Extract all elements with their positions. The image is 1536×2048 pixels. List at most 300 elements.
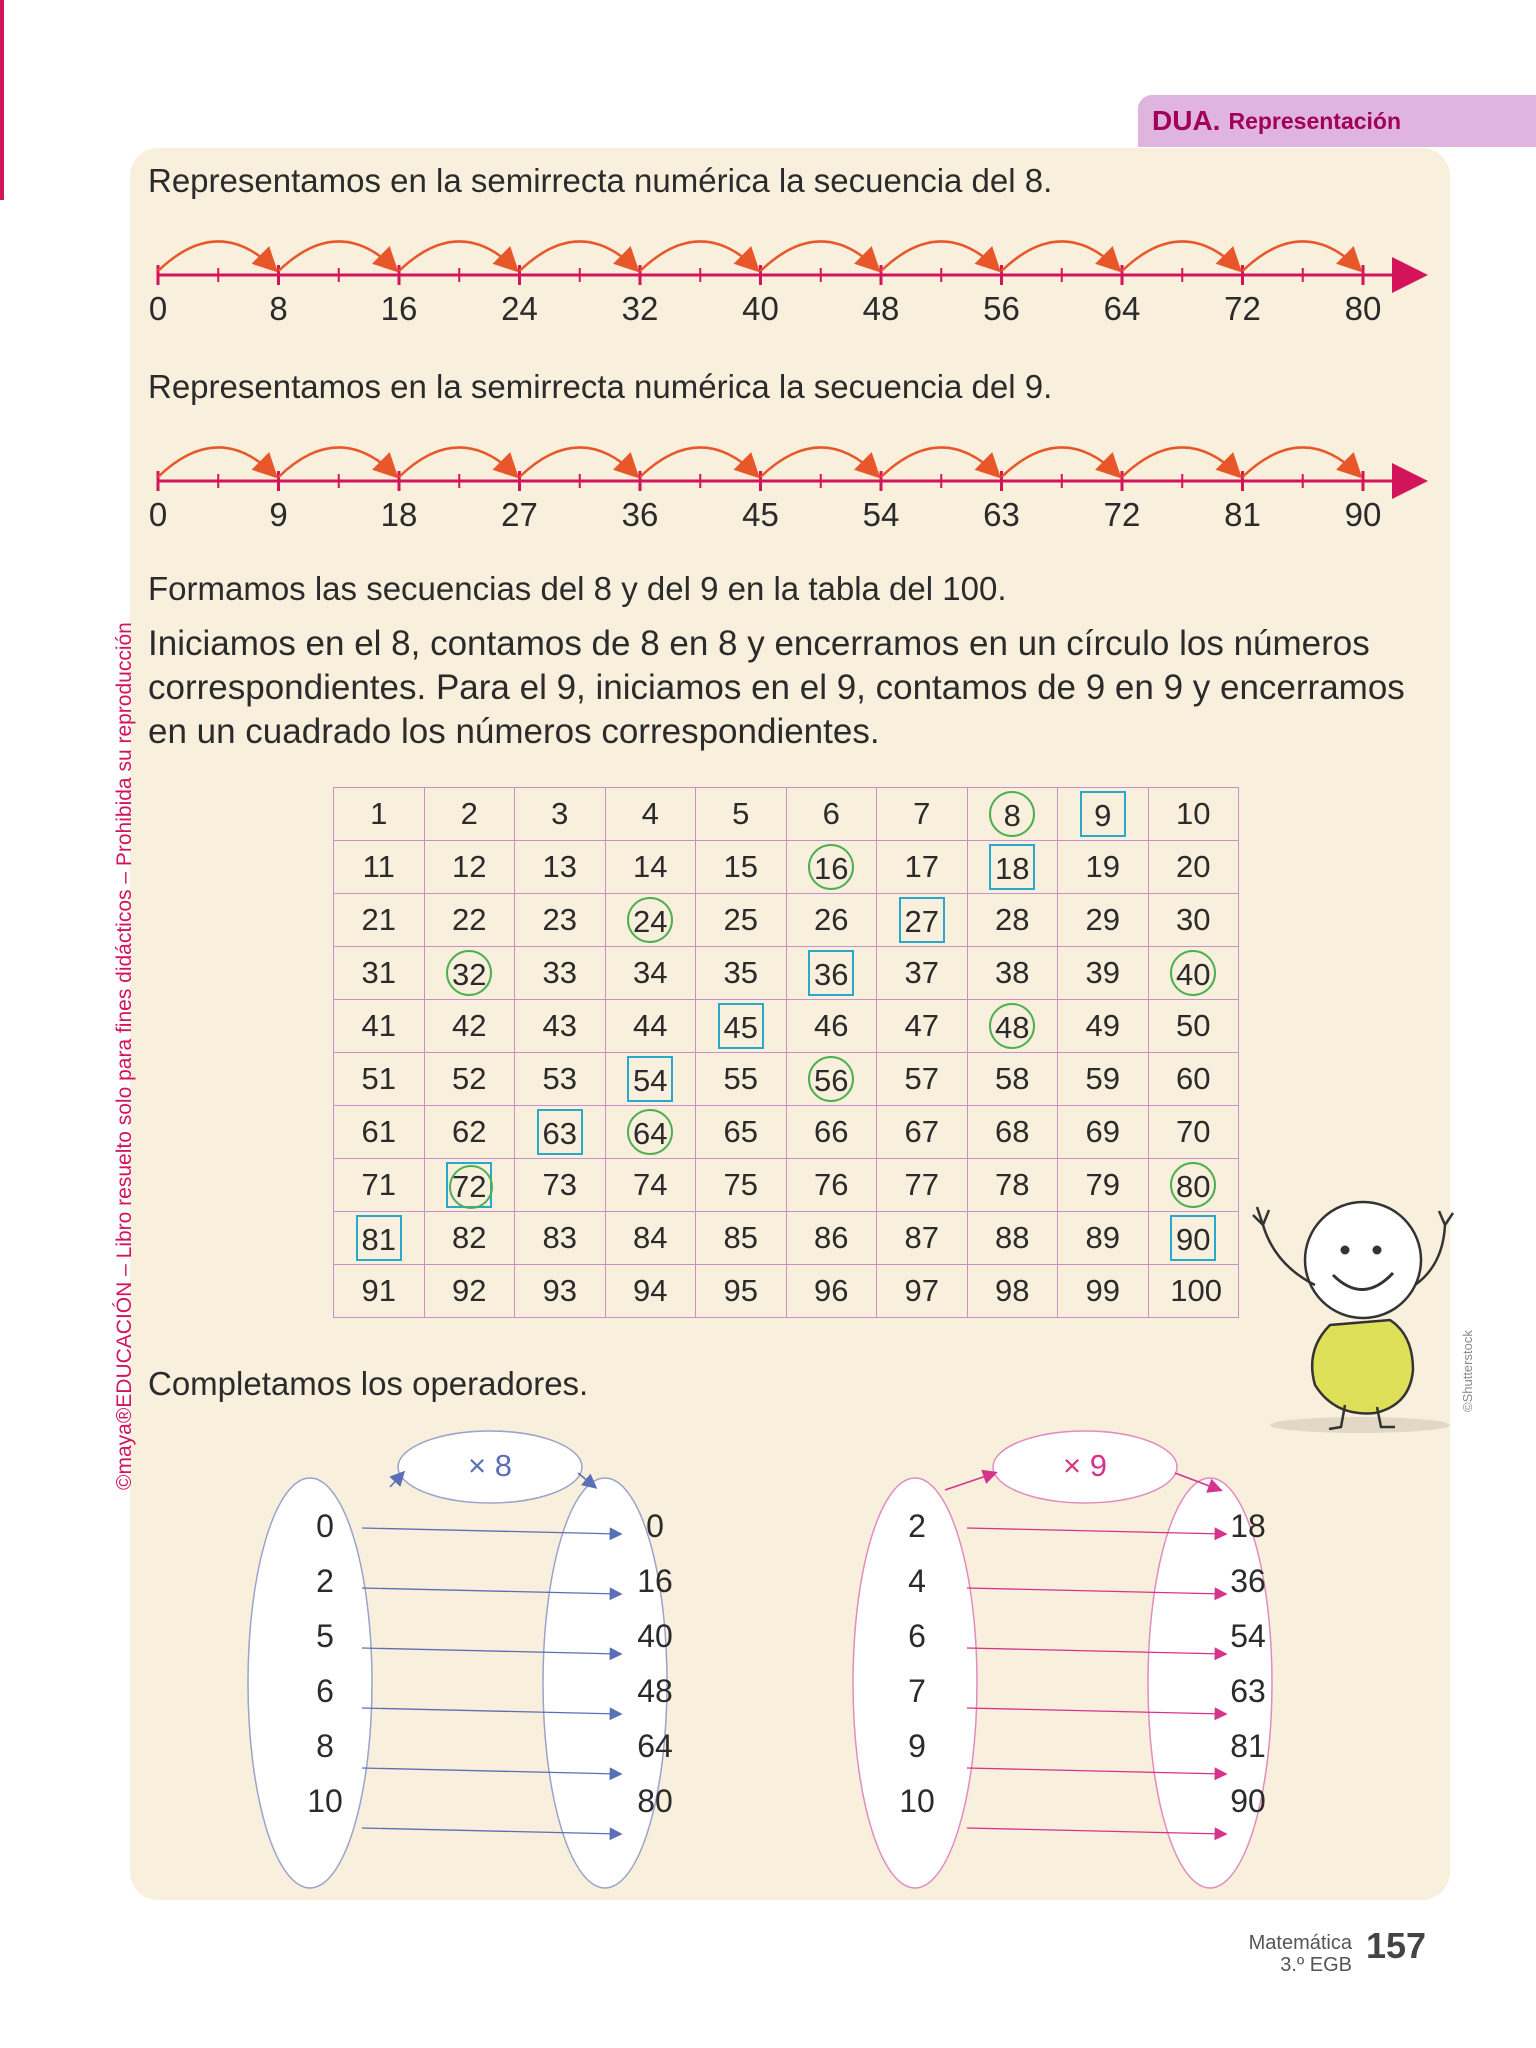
jump-arc <box>1122 241 1239 271</box>
number-label: 45 <box>742 496 779 531</box>
marked-number: 24 <box>627 897 673 943</box>
jump-arc <box>399 447 516 477</box>
table-cell <box>786 1212 877 1265</box>
table-cell <box>1148 788 1239 841</box>
number: 89 <box>1085 1220 1120 1255</box>
number: 79 <box>1085 1167 1120 1202</box>
number: 77 <box>904 1167 939 1202</box>
table-cell <box>967 788 1058 841</box>
table-cell <box>696 1212 787 1265</box>
number-label: 32 <box>621 290 659 325</box>
number: 73 <box>542 1167 577 1202</box>
number-label: 40 <box>742 290 779 325</box>
number: 52 <box>452 1061 487 1096</box>
operator-input: 2 <box>908 1508 926 1544</box>
table-cell <box>605 1053 696 1106</box>
marked-number: 27 <box>899 897 945 943</box>
number: 97 <box>904 1273 939 1308</box>
table-cell <box>1148 1265 1239 1318</box>
number: 46 <box>814 1008 849 1043</box>
marked-number: 90 <box>1170 1215 1216 1261</box>
jump-arc <box>640 241 757 271</box>
table-cell <box>515 947 606 1000</box>
number: 66 <box>814 1114 849 1149</box>
jump-arc <box>399 241 516 271</box>
table-cell <box>424 841 515 894</box>
table-cell <box>334 788 425 841</box>
number-label: 64 <box>1103 290 1141 325</box>
number: 22 <box>452 902 487 937</box>
table-cell <box>696 947 787 1000</box>
number: 62 <box>452 1114 487 1149</box>
table-cell <box>786 947 877 1000</box>
number-label: 24 <box>501 290 538 325</box>
marked-number: 80 <box>1170 1162 1216 1208</box>
number: 21 <box>361 902 396 937</box>
number: 85 <box>723 1220 758 1255</box>
table-cell <box>696 841 787 894</box>
table-cell <box>1058 1000 1149 1053</box>
table-cell <box>877 841 968 894</box>
operator-output: 63 <box>1230 1673 1266 1709</box>
table-row <box>334 1265 1239 1318</box>
number: 69 <box>1085 1114 1120 1149</box>
number-label: 48 <box>862 290 900 325</box>
number: 68 <box>995 1114 1030 1149</box>
jump-arc <box>761 447 878 477</box>
jump-arc <box>279 241 396 271</box>
footer-grade: 3.º EGB <box>1280 1954 1352 1976</box>
number: 28 <box>995 902 1030 937</box>
marked-number: 64 <box>627 1109 673 1155</box>
table-cell <box>334 1265 425 1318</box>
copyright-vertical <box>113 622 137 1490</box>
number: 78 <box>995 1167 1030 1202</box>
number: 4 <box>641 796 659 831</box>
table-cell <box>334 1106 425 1159</box>
number-label: 8 <box>269 290 288 325</box>
number: 76 <box>814 1167 849 1202</box>
number: 100 <box>1170 1273 1222 1308</box>
table-cell <box>967 841 1058 894</box>
number: 91 <box>361 1273 396 1308</box>
table-cell <box>696 1000 787 1053</box>
number: 23 <box>542 902 577 937</box>
table-cell <box>1148 894 1239 947</box>
section1-title: Representamos en la semirrecta numérica la secuencia del 8. <box>148 162 1053 199</box>
number: 98 <box>995 1273 1030 1308</box>
copyright-text: ©maya®EDUCACIÓN – Libro resuelto solo para fines didácticos – Prohibida su reproducción <box>113 622 136 1490</box>
operator-input: 10 <box>899 1783 935 1819</box>
number: 60 <box>1176 1061 1211 1096</box>
table-cell <box>605 841 696 894</box>
photo-credit: ©Shutterstock <box>1460 1330 1475 1412</box>
table-cell <box>696 1159 787 1212</box>
number: 30 <box>1176 902 1211 937</box>
number: 96 <box>814 1273 849 1308</box>
operator-input: 6 <box>316 1673 334 1709</box>
number: 19 <box>1085 849 1120 884</box>
table-cell <box>424 1053 515 1106</box>
table-cell <box>1148 841 1239 894</box>
number: 88 <box>995 1220 1030 1255</box>
table-cell <box>967 1212 1058 1265</box>
number: 3 <box>551 796 569 831</box>
number: 38 <box>995 955 1030 990</box>
hundred-table <box>333 787 1239 1318</box>
table-cell <box>877 1159 968 1212</box>
table-cell <box>334 894 425 947</box>
number-label: 56 <box>983 290 1020 325</box>
number-label: 80 <box>1344 290 1382 325</box>
table-cell <box>877 894 968 947</box>
number: 7 <box>913 796 931 831</box>
table-cell <box>967 1106 1058 1159</box>
left-edge-bar <box>0 0 4 200</box>
number: 29 <box>1085 902 1120 937</box>
table-cell <box>786 788 877 841</box>
number: 10 <box>1176 796 1211 831</box>
marked-number: 72 <box>446 1162 492 1208</box>
table-cell <box>786 1053 877 1106</box>
operator-x9-label: × 9 <box>1063 1448 1107 1483</box>
operator-input: 6 <box>908 1618 926 1654</box>
table-cell <box>967 1053 1058 1106</box>
table-cell <box>877 1000 968 1053</box>
table-cell <box>515 1212 606 1265</box>
table-cell <box>334 1000 425 1053</box>
table-cell <box>1148 947 1239 1000</box>
table-cell <box>1148 1212 1239 1265</box>
table-cell <box>424 1159 515 1212</box>
number-label: 0 <box>148 496 168 531</box>
table-cell <box>1058 1265 1149 1318</box>
table-cell <box>424 1000 515 1053</box>
table-cell <box>424 894 515 947</box>
number-label: 18 <box>380 496 418 531</box>
table-cell <box>424 1106 515 1159</box>
table-cell <box>877 1265 968 1318</box>
jump-arc <box>279 447 396 477</box>
section2-title: Representamos en la semirrecta numérica la secuencia del 9. <box>148 368 1053 405</box>
number: 58 <box>995 1061 1030 1096</box>
table-cell <box>424 788 515 841</box>
number: 87 <box>904 1220 939 1255</box>
smiley-character <box>1245 1155 1465 1435</box>
table-cell <box>515 841 606 894</box>
table-cell <box>1148 1106 1239 1159</box>
table-cell <box>515 1053 606 1106</box>
operator-x8-label: × 8 <box>468 1448 512 1483</box>
table-cell <box>605 1265 696 1318</box>
jump-arc <box>158 241 275 271</box>
marked-number: 36 <box>808 950 854 996</box>
number: 41 <box>361 1008 396 1043</box>
number-line-9 <box>140 421 1440 531</box>
dua-tab-bold: DUA. <box>1152 105 1221 136</box>
table-cell <box>1058 1053 1149 1106</box>
number: 75 <box>723 1167 758 1202</box>
number: 17 <box>904 849 939 884</box>
number: 92 <box>452 1273 487 1308</box>
number-label: 0 <box>148 290 168 325</box>
number: 39 <box>1085 955 1120 990</box>
number: 12 <box>452 849 487 884</box>
table-cell <box>877 1106 968 1159</box>
jump-arc <box>1002 447 1119 477</box>
number: 55 <box>723 1061 758 1096</box>
table-row <box>334 947 1239 1000</box>
number: 14 <box>633 849 668 884</box>
number: 74 <box>633 1167 668 1202</box>
table-cell <box>696 894 787 947</box>
number: 49 <box>1085 1008 1120 1043</box>
number: 33 <box>542 955 577 990</box>
table-cell <box>515 1106 606 1159</box>
dua-tab <box>1138 95 1536 147</box>
number: 1 <box>370 796 388 831</box>
table-cell <box>696 1053 787 1106</box>
table-cell <box>1148 1053 1239 1106</box>
number: 83 <box>542 1220 577 1255</box>
number-label: 72 <box>1224 290 1261 325</box>
table-cell <box>515 1265 606 1318</box>
table-cell <box>334 841 425 894</box>
table-row <box>334 841 1239 894</box>
operator-output: 48 <box>637 1673 673 1709</box>
jump-arc <box>520 447 637 477</box>
table-cell <box>605 1106 696 1159</box>
section3-title: Formamos las secuencias del 8 y del 9 en la tabla del 100. <box>148 570 1007 607</box>
jump-arc <box>761 241 878 271</box>
number: 42 <box>452 1008 487 1043</box>
operator-output: 54 <box>1230 1618 1266 1654</box>
number-label: 63 <box>983 496 1020 531</box>
table-cell <box>334 1053 425 1106</box>
page-number: 157 <box>1366 1925 1427 1966</box>
operator-input: 8 <box>316 1728 334 1764</box>
operator-output: 80 <box>637 1783 673 1819</box>
table-row <box>334 1053 1239 1106</box>
number: 57 <box>904 1061 939 1096</box>
operator-input: 7 <box>908 1673 926 1709</box>
operator-input: 5 <box>316 1618 334 1654</box>
table-cell <box>605 947 696 1000</box>
number-line-8 <box>140 215 1440 325</box>
table-cell <box>605 1212 696 1265</box>
number: 31 <box>361 955 396 990</box>
number: 95 <box>723 1273 758 1308</box>
marked-number: 40 <box>1170 950 1216 996</box>
table-cell <box>605 1000 696 1053</box>
table-row <box>334 788 1239 841</box>
marked-number: 81 <box>356 1215 402 1261</box>
jump-arc <box>520 241 637 271</box>
operator-output: 64 <box>637 1728 673 1764</box>
table-row <box>334 1000 1239 1053</box>
table-cell <box>696 788 787 841</box>
marked-number: 32 <box>446 950 492 996</box>
marked-number: 9 <box>1080 791 1126 837</box>
operator-x8-diagram <box>240 1425 680 1895</box>
footer-subject <box>1200 1932 1352 1976</box>
number: 6 <box>822 796 840 831</box>
operator-input: 9 <box>908 1728 926 1764</box>
table-cell <box>1058 894 1149 947</box>
marked-number: 48 <box>989 1003 1035 1049</box>
marked-number: 56 <box>808 1056 854 1102</box>
number: 37 <box>904 955 939 990</box>
number: 25 <box>723 902 758 937</box>
operator-x9-diagram <box>835 1425 1275 1895</box>
jump-arc <box>881 447 998 477</box>
table-cell <box>424 1265 515 1318</box>
table-cell <box>696 1106 787 1159</box>
marked-number: 63 <box>537 1109 583 1155</box>
number-label: 9 <box>269 496 288 531</box>
table-row <box>334 1212 1239 1265</box>
number: 43 <box>542 1008 577 1043</box>
number: 61 <box>361 1114 396 1149</box>
table-cell <box>1058 1212 1149 1265</box>
number: 35 <box>723 955 758 990</box>
jump-arc <box>1002 241 1119 271</box>
operator-output: 36 <box>1230 1563 1266 1599</box>
number-label: 36 <box>621 496 659 531</box>
operator-input: 0 <box>316 1508 334 1544</box>
operator-output: 16 <box>637 1563 673 1599</box>
table-cell <box>967 947 1058 1000</box>
jump-arc <box>881 241 998 271</box>
section3-paragraph: Iniciamos en el 8, contamos de 8 en 8 y encerramos en un círculo los números correspondientes. Para el 9, iniciamos en el 9, contamos de 9 en 9 y encerramos en un cuadrado los números correspondientes. <box>148 624 1405 751</box>
number: 50 <box>1176 1008 1211 1043</box>
table-cell <box>334 947 425 1000</box>
number: 11 <box>362 849 395 884</box>
number-label: 72 <box>1103 496 1141 531</box>
table-cell <box>1058 1159 1149 1212</box>
table-cell <box>1148 1159 1239 1212</box>
number: 26 <box>814 902 849 937</box>
table-row <box>334 894 1239 947</box>
footer-subject-name: Matemática <box>1248 1932 1352 1954</box>
table-cell <box>515 894 606 947</box>
number: 71 <box>361 1167 396 1202</box>
table-cell <box>967 894 1058 947</box>
number: 2 <box>460 796 478 831</box>
number: 84 <box>633 1220 668 1255</box>
number: 67 <box>904 1114 939 1149</box>
table-cell <box>515 788 606 841</box>
table-cell <box>515 1159 606 1212</box>
table-cell <box>877 1053 968 1106</box>
marked-number: 54 <box>627 1056 673 1102</box>
number: 86 <box>814 1220 849 1255</box>
number-label: 27 <box>501 496 538 531</box>
table-cell <box>1058 1106 1149 1159</box>
table-row <box>334 1159 1239 1212</box>
number: 20 <box>1176 849 1211 884</box>
table-cell <box>1148 1000 1239 1053</box>
jump-arc <box>1122 447 1239 477</box>
table-cell <box>424 1212 515 1265</box>
table-cell <box>605 788 696 841</box>
operator-input: 4 <box>908 1563 926 1599</box>
marked-number: 8 <box>989 791 1035 837</box>
table-cell <box>605 1159 696 1212</box>
operator-output: 18 <box>1230 1508 1266 1544</box>
table-row <box>334 1106 1239 1159</box>
table-cell <box>967 1159 1058 1212</box>
number: 15 <box>723 849 758 884</box>
number: 93 <box>542 1273 577 1308</box>
table-cell <box>334 1159 425 1212</box>
number-label: 16 <box>380 290 418 325</box>
table-cell <box>786 1159 877 1212</box>
operator-output: 40 <box>637 1618 673 1654</box>
table-cell <box>1058 947 1149 1000</box>
table-cell <box>967 1265 1058 1318</box>
number: 34 <box>633 955 668 990</box>
table-cell <box>877 788 968 841</box>
jump-arc <box>1243 447 1360 477</box>
section4-title: Completamos los operadores. <box>148 1365 589 1402</box>
number: 13 <box>542 849 577 884</box>
number-label: 90 <box>1344 496 1382 531</box>
number: 44 <box>633 1008 668 1043</box>
operator-output: 0 <box>646 1508 664 1544</box>
table-cell <box>786 1106 877 1159</box>
table-cell <box>334 1212 425 1265</box>
operator-input: 2 <box>316 1563 334 1599</box>
dua-tab-label: Representación <box>1228 107 1402 134</box>
table-cell <box>515 1000 606 1053</box>
table-cell <box>1058 788 1149 841</box>
table-cell <box>786 1265 877 1318</box>
jump-arc <box>158 447 275 477</box>
table-cell <box>605 894 696 947</box>
number: 65 <box>723 1114 758 1149</box>
jump-arc <box>1243 241 1360 271</box>
number-label: 54 <box>862 496 900 531</box>
number-label: 81 <box>1224 496 1261 531</box>
table-cell <box>967 1000 1058 1053</box>
table-cell <box>1058 841 1149 894</box>
number: 99 <box>1085 1273 1120 1308</box>
jump-arc <box>640 447 757 477</box>
table-cell <box>786 894 877 947</box>
number: 53 <box>542 1061 577 1096</box>
number: 70 <box>1176 1114 1211 1149</box>
number: 59 <box>1085 1061 1120 1096</box>
table-cell <box>786 1000 877 1053</box>
operator-output: 90 <box>1230 1783 1266 1819</box>
table-cell <box>696 1265 787 1318</box>
marked-number: 45 <box>718 1003 764 1049</box>
number: 51 <box>361 1061 396 1096</box>
table-cell <box>877 1212 968 1265</box>
table-cell <box>424 947 515 1000</box>
marked-number: 18 <box>989 844 1035 890</box>
number: 5 <box>732 796 750 831</box>
operator-input: 10 <box>307 1783 343 1819</box>
number: 94 <box>633 1273 668 1308</box>
table-cell <box>786 841 877 894</box>
marked-number: 16 <box>808 844 854 890</box>
number: 47 <box>904 1008 939 1043</box>
operator-output: 81 <box>1230 1728 1266 1764</box>
table-cell <box>877 947 968 1000</box>
number: 82 <box>452 1220 487 1255</box>
